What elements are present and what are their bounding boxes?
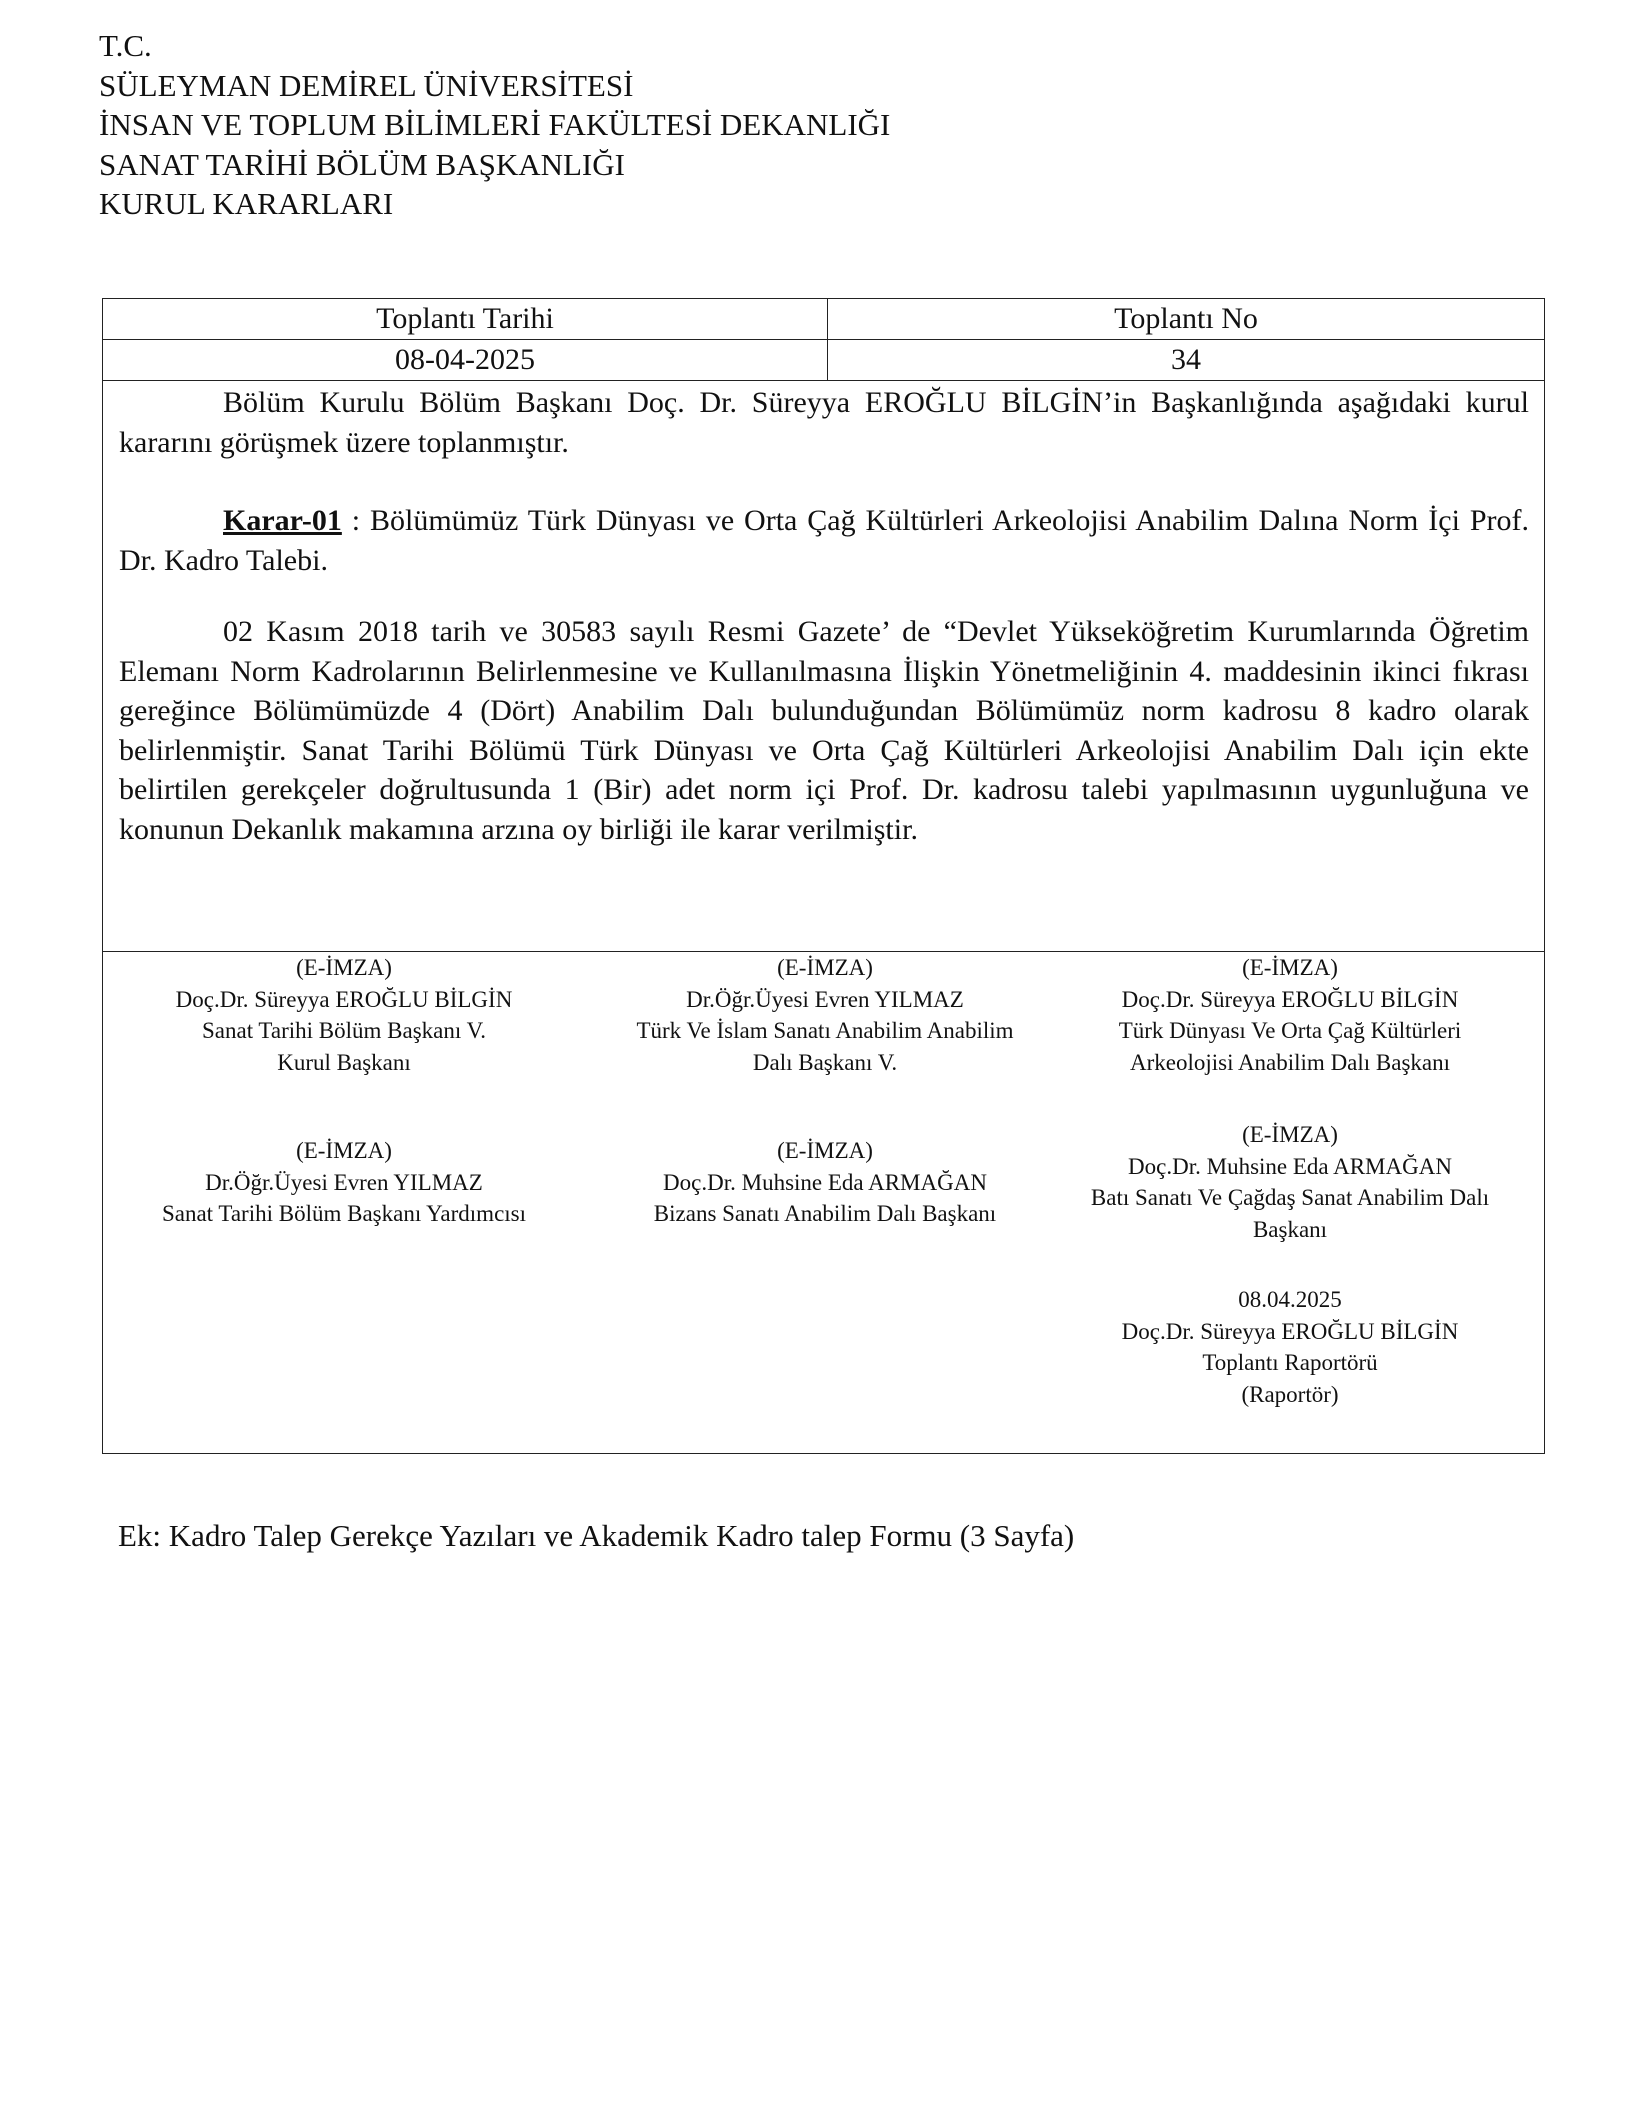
signature-line: Dalı Başkanı V. bbox=[752, 1049, 898, 1075]
header-line: SANAT TARİHİ BÖLÜM BAŞKANLIĞI bbox=[99, 146, 625, 182]
intro-paragraph: Bölüm Kurulu Bölüm Başkanı Doç. Dr. Süreyya EROĞLU BİLGİN’in Başkanlığında aşağıdaki kurul kararını görüşmek üzere toplanmıştır. bbox=[119, 386, 1529, 459]
signature-line: Doç.Dr. Muhsine Eda ARMAĞAN bbox=[663, 1169, 987, 1195]
signature-line: Doç.Dr. Süreyya EROĞLU BİLGİN bbox=[1121, 1318, 1459, 1344]
meeting-no-value: 34 bbox=[1171, 343, 1201, 376]
signature-line: (E-İMZA) bbox=[296, 955, 392, 980]
signature-line: Toplantı Raportörü bbox=[1202, 1350, 1378, 1375]
signature-line: 08.04.2025 bbox=[1238, 1287, 1342, 1312]
signature-block bbox=[590, 952, 1060, 1078]
signature-line: Doç.Dr. Süreyya EROĞLU BİLGİN bbox=[1121, 986, 1459, 1012]
decision-heading bbox=[119, 501, 1529, 580]
decision-title: : Bölümümüz Türk Dünyası ve Orta Çağ Kültürleri Arkeolojisi Anabilim Dalına Norm İçi Prof. Dr. Kadro Talebi. bbox=[119, 504, 1529, 577]
signature-line: Kurul Başkanı bbox=[277, 1049, 411, 1075]
signature-line: Doç.Dr. Muhsine Eda ARMAĞAN bbox=[1128, 1153, 1452, 1179]
signature-line: Türk Ve İslam Sanatı Anabilim Anabilim bbox=[636, 1018, 1014, 1043]
signature-line: Doç.Dr. Süreyya EROĞLU BİLGİN bbox=[175, 986, 513, 1012]
signature-line: Başkanı bbox=[1252, 1216, 1328, 1242]
meeting-values-row bbox=[103, 340, 1544, 381]
attachment-note: Ek: Kadro Talep Gerekçe Yazıları ve Akademik Kadro talep Formu (3 Sayfa) bbox=[118, 1518, 1075, 1553]
meeting-labels-row bbox=[103, 299, 1544, 340]
signature-block bbox=[1055, 1119, 1525, 1245]
signature-line: Arkeolojisi Anabilim Dalı Başkanı bbox=[1129, 1049, 1451, 1075]
signature-line: Sanat Tarihi Bölüm Başkanı V. bbox=[202, 1018, 486, 1043]
signature-line: Batı Sanatı Ve Çağdaş Sanat Anabilim Dalı bbox=[1090, 1185, 1490, 1210]
meeting-date-value: 08-04-2025 bbox=[103, 340, 828, 380]
signature-line: (E-İMZA) bbox=[777, 955, 873, 980]
document-header bbox=[99, 26, 890, 224]
signature-block bbox=[109, 1135, 579, 1230]
signature-block bbox=[590, 1135, 1060, 1230]
rapporteur-block bbox=[1055, 1284, 1525, 1410]
signature-line: Sanat Tarihi Bölüm Başkanı Yardımcısı bbox=[161, 1201, 527, 1226]
signature-line: (E-İMZA) bbox=[1242, 955, 1338, 980]
signature-line: Dr.Öğr.Üyesi Evren YILMAZ bbox=[686, 986, 964, 1012]
decision-frame bbox=[102, 298, 1545, 1454]
signature-block bbox=[1055, 952, 1525, 1078]
signature-line: Türk Dünyası Ve Orta Çağ Kültürleri bbox=[1118, 1018, 1462, 1043]
signature-line: Dr.Öğr.Üyesi Evren YILMAZ bbox=[205, 1169, 483, 1195]
decision-label: Karar-01 bbox=[223, 504, 342, 537]
signature-line: (Raportör) bbox=[1241, 1381, 1339, 1407]
signature-block bbox=[109, 952, 579, 1078]
meeting-no-label: Toplantı No bbox=[1114, 302, 1258, 335]
header-line: İNSAN VE TOPLUM BİLİMLERİ FAKÜLTESİ DEKANLIĞI bbox=[99, 107, 891, 142]
header-line: T.C. bbox=[99, 28, 152, 63]
decision-paragraph: 02 Kasım 2018 tarih ve 30583 sayılı Resmi Gazete’ de “Devlet Yükseköğretim Kurumlarında Öğretim Elemanı Norm Kadrolarının Belirlenmesine ve Kullanılmasına İlişkin Yönetmeliğinin 4. maddesinin ikinci fıkrası gereğince Bölümümüzde 4 (Dört) Anabilim Dalı bulunduğundan Bölümümüz norm kadrosu 8 kadro olarak belirlenmiştir. Sanat Tarihi Bölümü Türk Dünyası ve Orta Çağ Kültürleri Arkeolojisi Anabilim Dalı için ekte belirtilen gerekçeler doğrultusunda 1 (Bir) adet norm içi Prof. Dr. kadrosu talebi yapılmasının uygunluğuna ve konunun Dekanlık makamına arzına oy birliği ile karar verilmiştir. bbox=[119, 615, 1529, 846]
signature-line: Bizans Sanatı Anabilim Dalı Başkanı bbox=[653, 1201, 997, 1226]
signature-line: (E-İMZA) bbox=[1242, 1122, 1338, 1147]
signature-line: (E-İMZA) bbox=[296, 1138, 392, 1163]
signature-line: (E-İMZA) bbox=[777, 1138, 873, 1163]
header-line: SÜLEYMAN DEMİREL ÜNİVERSİTESİ bbox=[99, 67, 634, 103]
header-line: KURUL KARARLARI bbox=[99, 186, 394, 221]
meeting-date-label: Toplantı Tarihi bbox=[103, 299, 828, 339]
